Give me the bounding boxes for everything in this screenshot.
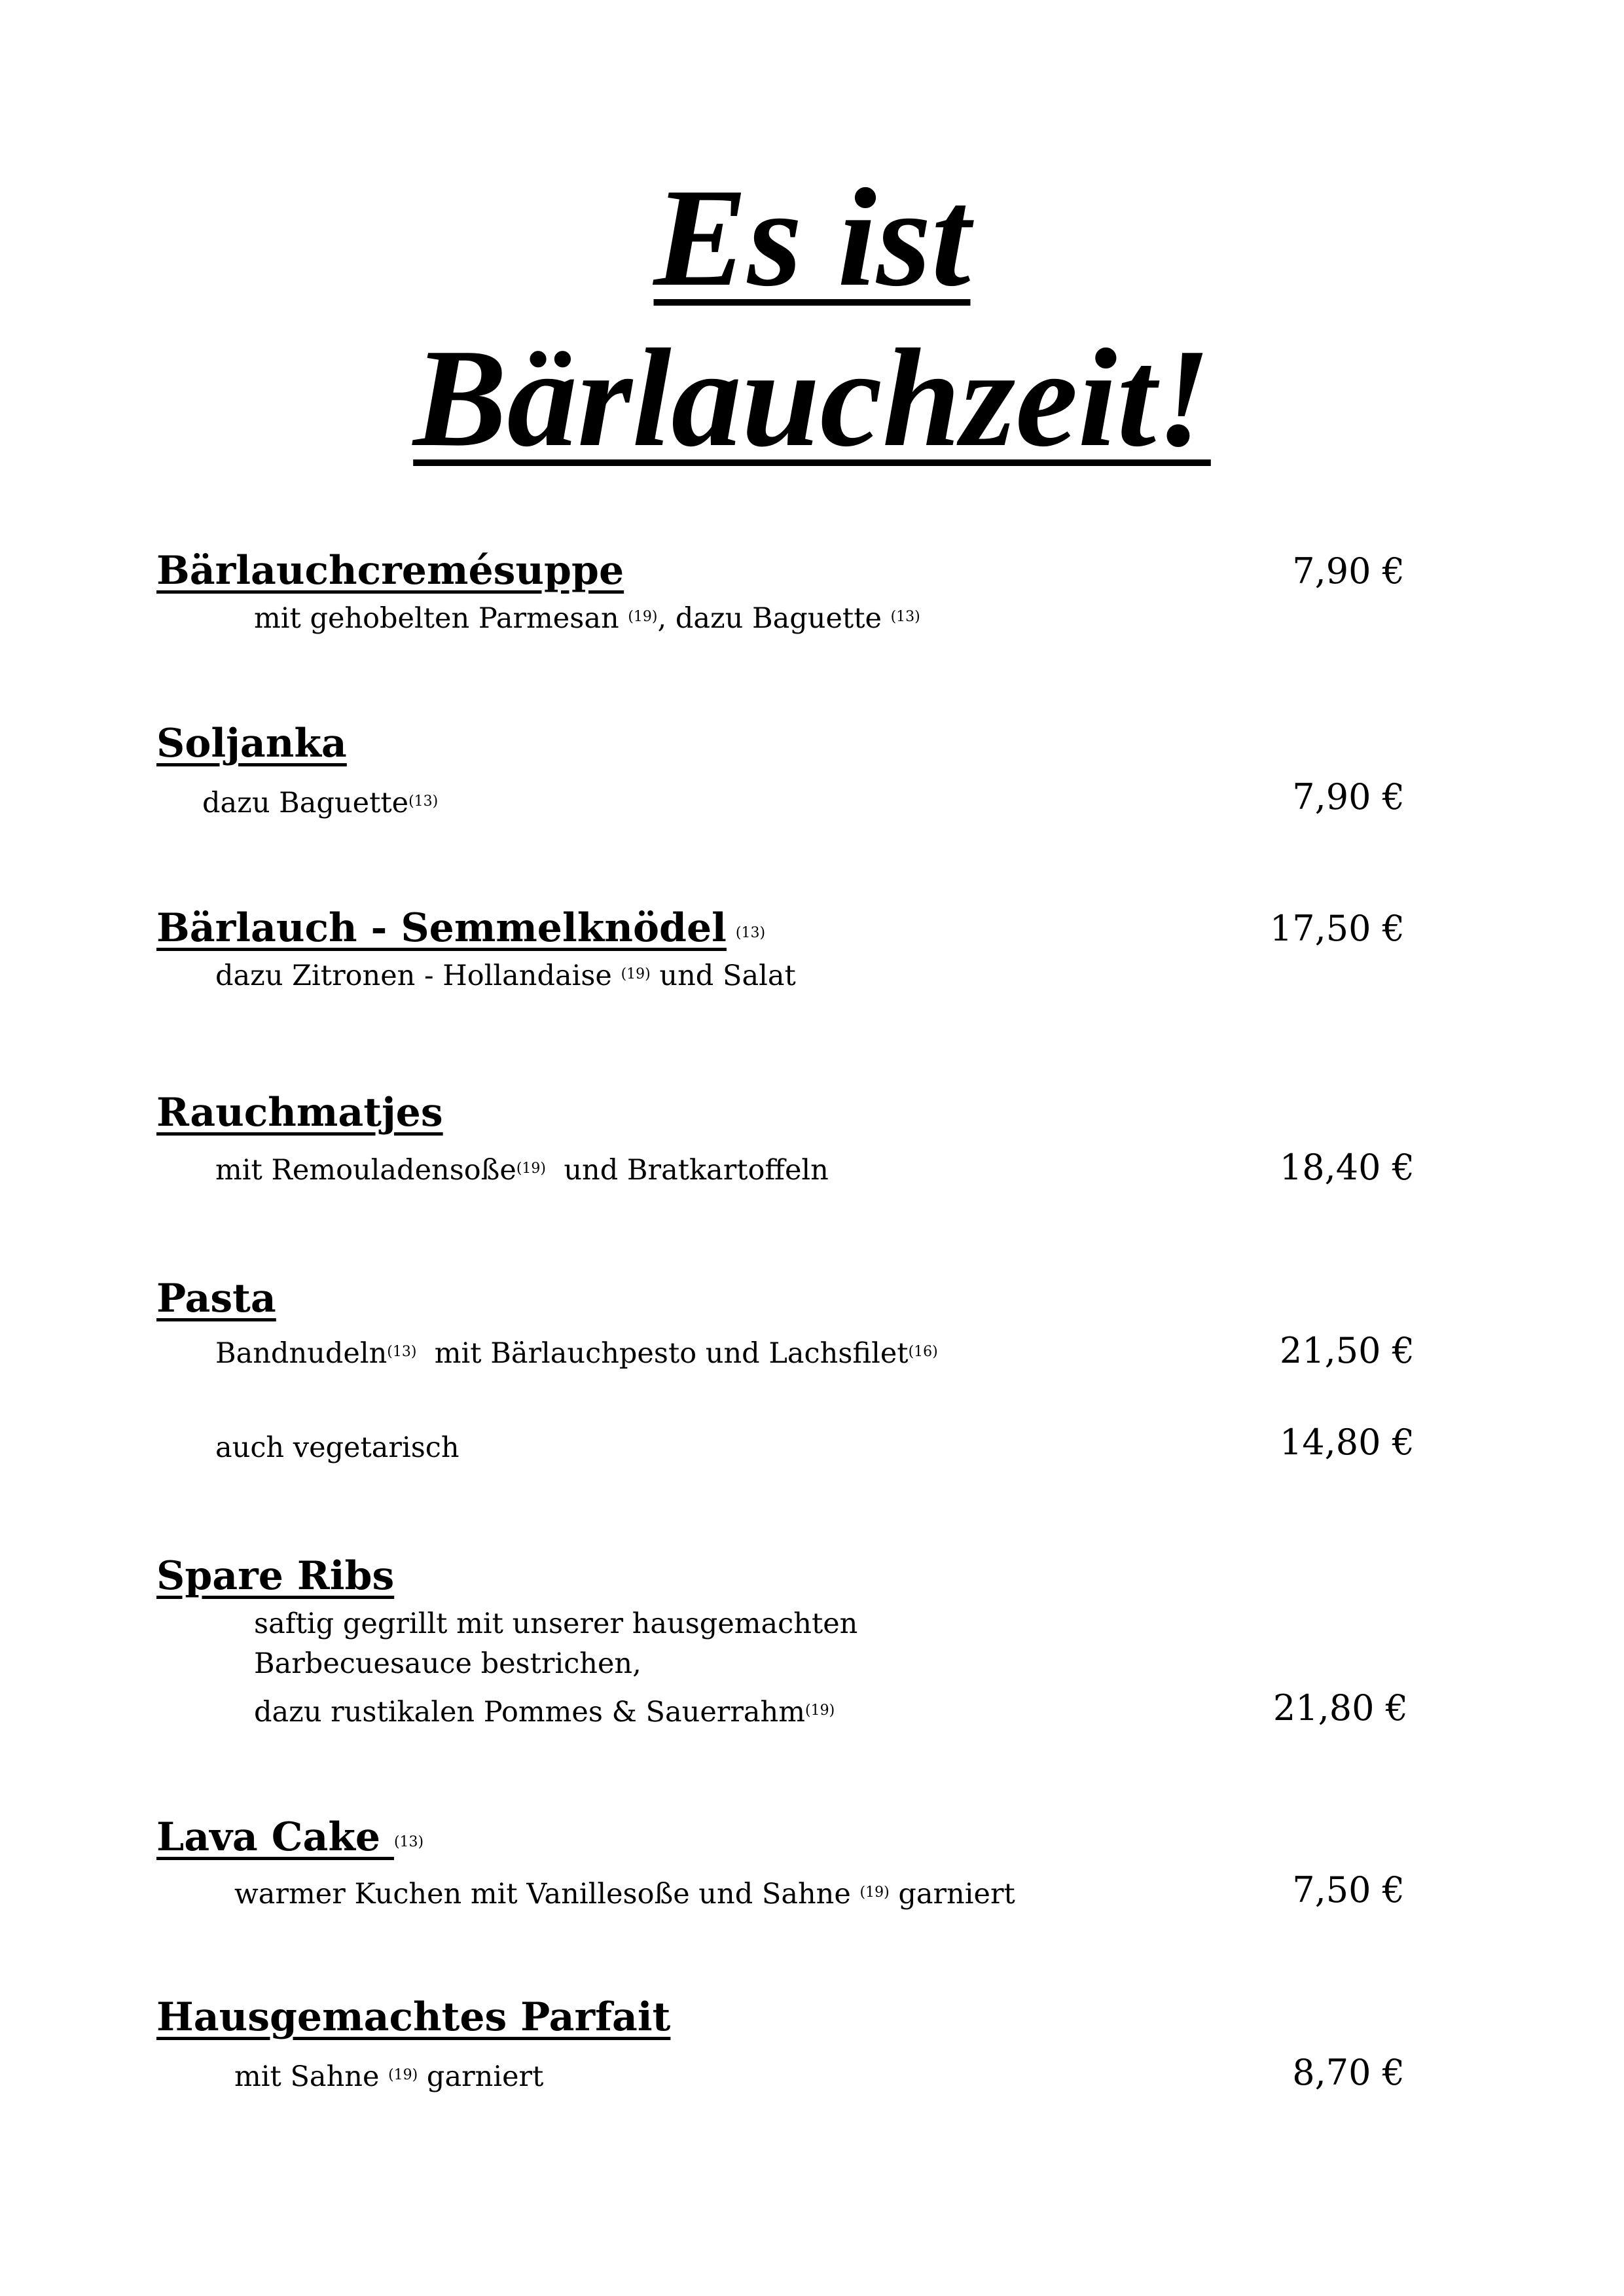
desc-text: mit Sahne [234,2060,389,2093]
dish-name: Hausgemachtes Parfait [156,1994,671,2040]
allergen-note: (16) [908,1344,938,1360]
allergen-note: (13) [393,1834,424,1850]
dish-name [156,905,766,951]
desc-text: mit Bärlauchpesto und Lachsfilet [416,1337,909,1370]
dish-description [254,603,920,634]
dish-price: 7,90 € [1292,550,1405,592]
dish-name [156,1814,424,1860]
dish-name: Pasta [156,1276,276,1321]
desc-text: und Salat [650,960,796,992]
allergen-note: (13) [890,609,920,625]
dish-price: 17,50 € [1269,908,1405,949]
dish-name-text: Lava Cake [156,1814,394,1860]
dish-name-text: Bärlauch - Semmelknödel [156,905,727,951]
dish-description [234,1879,1015,1909]
desc-text: warmer Kuchen mit Vanillesoße und Sahne [234,1878,860,1910]
desc-text: dazu Zitronen - Hollandaise [215,960,621,992]
dish-description [215,1338,938,1369]
menu-title-line1: Es ist [653,159,971,315]
dish-description [215,1155,829,1185]
allergen-note: (13) [387,1344,417,1360]
desc-text: mit Remouladensoße [215,1154,516,1187]
desc-text: garniert [418,2060,544,2093]
allergen-note: (13) [735,925,766,941]
allergen-note: (19) [516,1160,547,1177]
dish-price: 7,50 € [1292,1869,1405,1910]
variant-price: 14,80 € [1279,1422,1415,1463]
desc-text: Bandnudeln [215,1337,388,1370]
dish-name: Spare Ribs [156,1553,395,1599]
dish-price: 18,40 € [1279,1147,1415,1188]
dish-description [254,1697,835,1727]
dish-price: 21,50 € [1279,1330,1415,1371]
dish-price: 8,70 € [1292,2052,1405,2093]
allergen-note: (19) [805,1702,835,1719]
dish-description [202,788,438,818]
allergen-note: (19) [621,966,651,982]
dish-price: 7,90 € [1292,776,1405,817]
dish-description: saftig gegrillt mit unserer hausgemachten [254,1607,858,1640]
dish-name: Soljanka [156,721,347,766]
allergen-note: (13) [408,793,439,810]
desc-text: garniert [889,1878,1015,1910]
variant-label: auch vegetarisch [215,1431,460,1464]
desc-text: , dazu Baguette [657,602,891,635]
desc-text: und Bratkartoffeln [546,1154,829,1187]
dish-description [234,2062,543,2092]
dish-name: Bärlauchcremésuppe [156,548,624,594]
dish-price: 21,80 € [1272,1687,1408,1729]
allergen-note: (19) [388,2067,418,2083]
menu-title-line2: Bärlauchzeit! [413,319,1211,476]
dish-name: Rauchmatjes [156,1090,443,1136]
dish-description [215,961,796,991]
allergen-note: (19) [859,1884,890,1901]
desc-text: dazu rustikalen Pommes & Sauerrahm [254,1696,805,1729]
dish-description: Barbecuesauce bestrichen, [254,1647,641,1680]
desc-text: mit gehobelten Parmesan [254,602,628,635]
allergen-note: (19) [628,609,658,625]
desc-text: dazu Baguette [202,787,409,819]
